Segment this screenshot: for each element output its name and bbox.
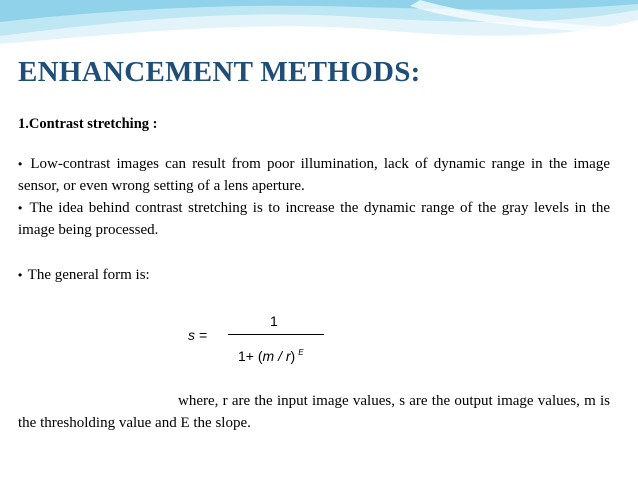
equation-lhs-text: s = — [188, 327, 208, 343]
bullet-icon: • — [18, 157, 23, 171]
section-heading: 1.Contrast stretching : — [18, 116, 158, 132]
equation-denominator — [238, 348, 304, 364]
paragraph-text: The idea behind contrast stretching is to increase the dynamic range of the gray levels in the image being processed. — [18, 200, 610, 238]
paragraph-text: The general form is: — [24, 267, 150, 283]
den-prefix: 1+ ( — [238, 348, 263, 364]
header-wave-decoration — [0, 0, 638, 62]
equation-numerator: 1 — [270, 313, 278, 329]
bullet-paragraph — [18, 153, 610, 197]
den-exponent: E — [298, 348, 304, 358]
equation-lhs — [188, 327, 207, 343]
where-explanation: where, r are the input image values, s are the output image values, m is the thresholding value and E the slope. — [18, 393, 610, 431]
fraction-bar — [228, 334, 324, 335]
den-suffix: ) — [290, 348, 296, 364]
bullet-paragraph — [18, 264, 610, 286]
bullet-paragraph — [18, 197, 610, 241]
slide-title: ENHANCEMENT METHODS: — [18, 56, 421, 88]
paragraph-text: Low-contrast images can result from poor illumination, lack of dynamic range in the image sensor, or even wrong setting of a lens aperture. — [18, 156, 610, 194]
bullet-icon: • — [18, 201, 23, 215]
den-variable: m / r — [262, 348, 291, 364]
bullet-icon: • — [18, 268, 23, 282]
